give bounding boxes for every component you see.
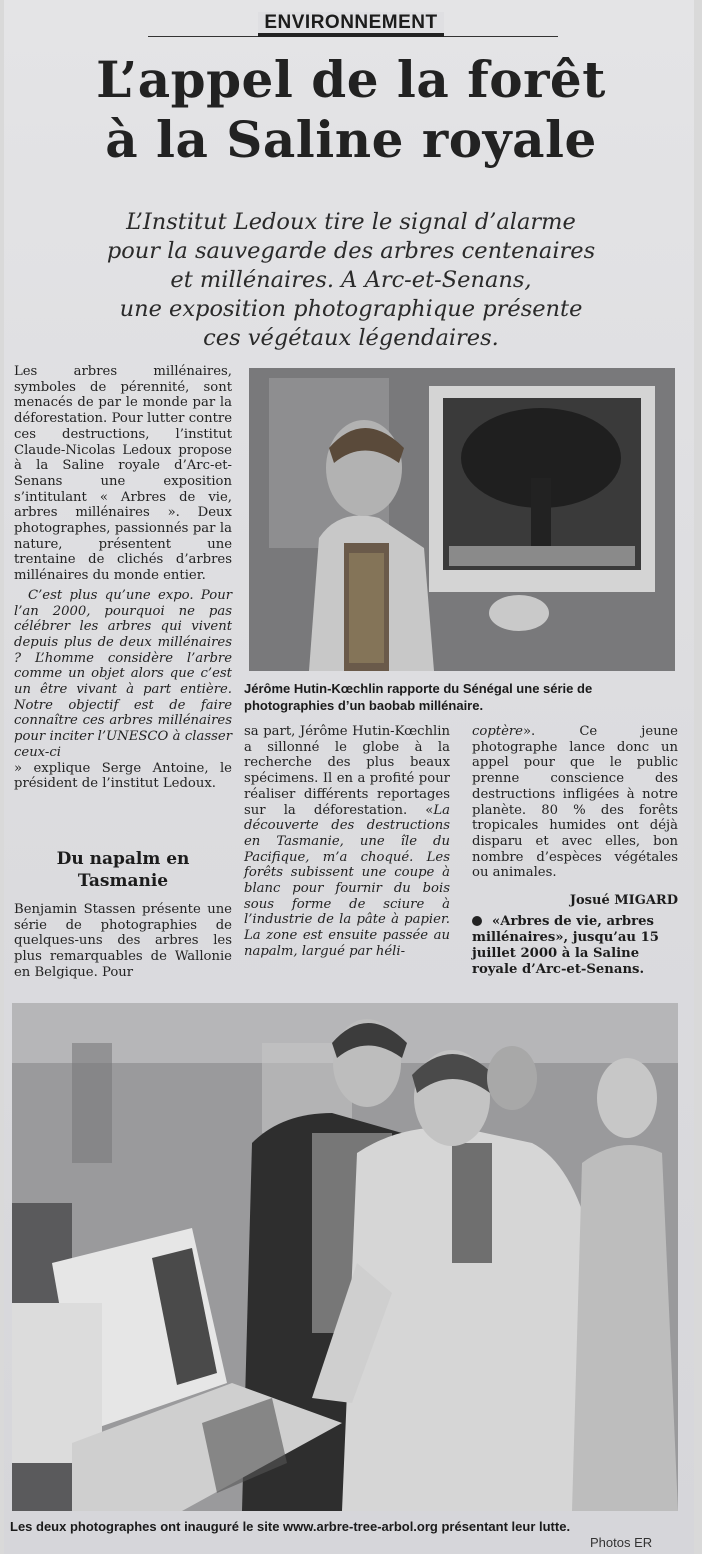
headline-line-1: L’appel de la forêt [96, 50, 606, 109]
deck-line-2: pour la sauvegarde des arbres centenaires [106, 238, 596, 264]
photo-computer [12, 1003, 678, 1511]
headline [0, 50, 702, 170]
headline-line-2: à la Saline royale [105, 110, 597, 169]
paragraph-hutin: sa part, Jérôme Hutin-Kœchlin a sillonné le globe à la recherche des plus beaux spécimens. Il en a profité pour réaliser différents reportages sur la déforestation. « [244, 724, 450, 818]
column-2 [244, 724, 450, 960]
exhibition-info-text: «Arbres de vie, arbres millénaires», jusqu’au 15 juillet 2000 à la Saline royale d’Arc-et-Senans. [472, 914, 659, 977]
paragraph-intro: Les arbres millénaires, symboles de pérennité, sont menacés de par le monde par la déforestation. Pour lutter contre ces destructions, l’institut Claude-Nicolas Ledoux propose à la Saline royale d’Arc-et-Senans une exposition s’intitulant « Arbres de vie, arbres millénaires ». Deux photographes, passionnés par la nature, présentent une trentaine de clichés d’arbres millénaires du monde entier. [14, 364, 232, 584]
paragraph-quote-end: » explique Serge Antoine, le président de l’institut Ledoux. [14, 760, 232, 792]
paragraph-appeal: ». Ce jeune photographe lance donc un appel pour que le public prenne conscience des destructions infligées à notre planète. 80 % des forêts tropicales humides ont déjà disparu et avec elles, bon nombre d’espèces végétales ou animales. [472, 724, 678, 881]
deck-line-4: une exposition photographique présente [119, 296, 583, 322]
bullet-icon [472, 916, 482, 926]
photo-baobab-illustration [249, 368, 675, 671]
section-rubric [0, 12, 702, 34]
photo-computer-illustration [12, 1003, 678, 1511]
caption-photo-1: Jérôme Hutin-Kœchlin rapporte du Sénégal une série de photographies d’un baobab millénaire. [244, 681, 593, 713]
paragraph-stassen: Benjamin Stassen présente une série de photographies de quelques-uns des arbres les plus remarquables de Wallonie en Belgique. Pour [14, 902, 232, 980]
column-1-bottom [14, 902, 232, 981]
exhibition-info [472, 914, 678, 978]
paragraph-tasmania-quote: La découverte des destructions en Tasmanie, une île du Pacifique, m’a choqué. Les forêts subissent une coupe à blanc pour fournir du bois sous forme de sciure à l’industrie de la pâte à papier. La zone est ensuite passée au napalm, largué par héli- [244, 802, 450, 959]
photo-baobab [249, 368, 675, 671]
photo-credit: Photos ER [590, 1535, 653, 1550]
deck-line-3: et millénaires. A Arc-et-Senans, [170, 267, 532, 293]
deck-intro [40, 208, 662, 353]
author-signature: Josué MIGARD [569, 893, 678, 908]
column-3 [472, 724, 678, 881]
deck-line-5: ces végétaux légendaires. [203, 325, 499, 351]
deck-line-1: L’Institut Ledoux tire le signal d’alarme [126, 209, 576, 235]
quote-end-word: coptère [472, 724, 523, 739]
subheading: Du napalm en Tasmanie [56, 849, 190, 891]
rubric-label: ENVIRONNEMENT [258, 12, 443, 37]
caption-photo-2: Les deux photographes ont inauguré le site www.arbre-tree-arbol.org présentant leur lutte. [10, 1519, 571, 1534]
column-1 [14, 364, 232, 792]
paragraph-quote: C’est plus qu’une expo. Pour l’an 2000, pourquoi ne pas célébrer les arbres qui vivent depuis plus de deux millénaires ? L’homme considère l’arbre comme un objet alors que c’est un être vivant à part entière. Notre objectif est de faire connaître ces arbres millénaires pour inciter l’UNESCO à classer ceux-ci [14, 587, 232, 760]
